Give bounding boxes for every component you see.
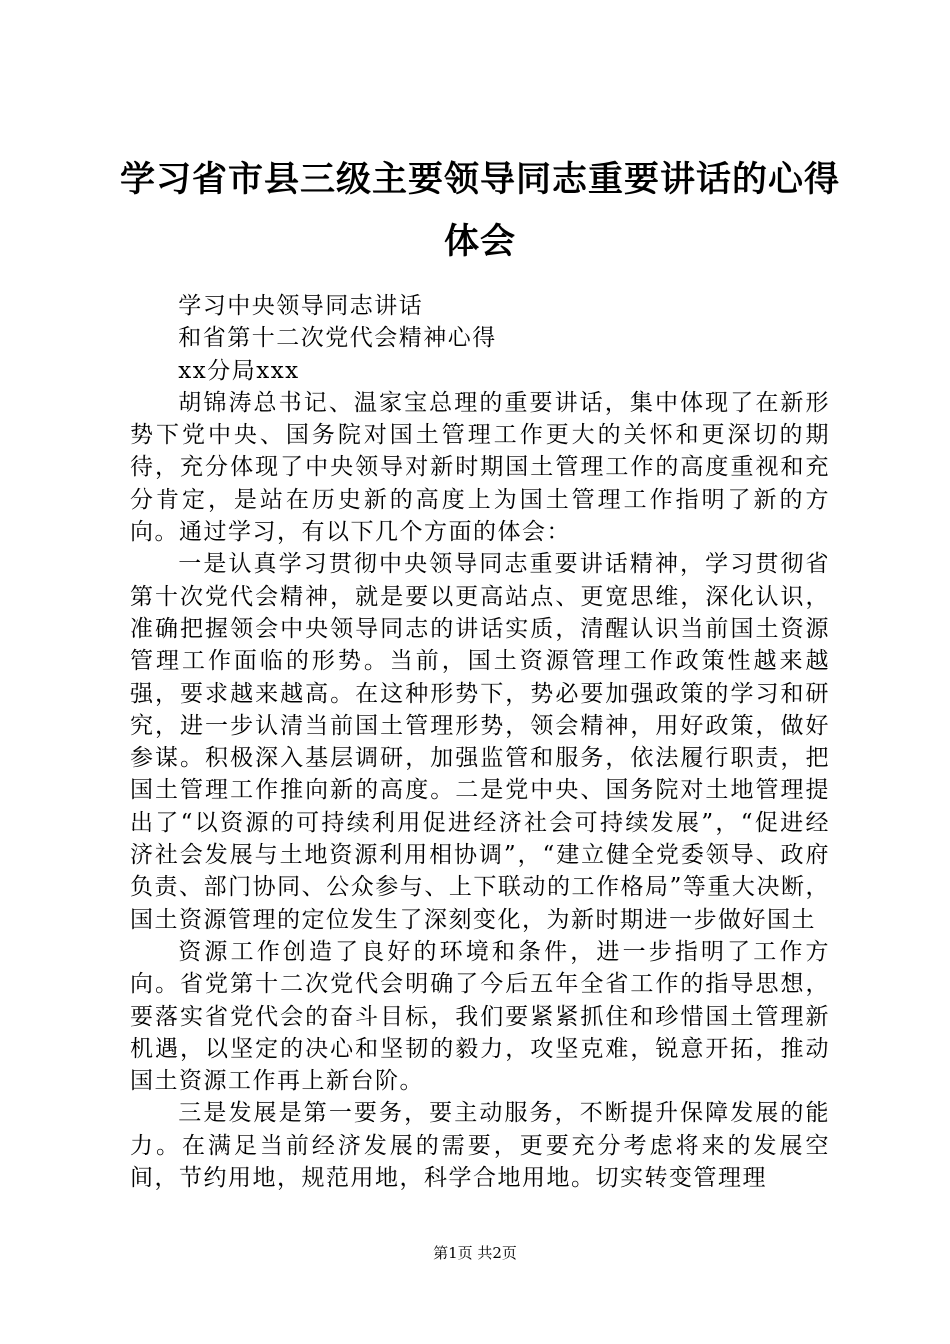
author-line: xx分局xxx [178, 357, 300, 384]
subtitle-line-1: 学习中央领导同志讲话 [178, 293, 424, 319]
page-number-footer: 第1页 共2页 [433, 1244, 517, 1262]
document-title-line-1: 学习省市县三级主要领导同志重要讲话的心得 [119, 160, 840, 200]
body-paragraph: 胡锦涛总书记、温家宝总理的重要讲话，集中体现了在新形势下党中央、国务院对国土管理工作更大的关怀和更深切的期待，充分体现了中央领导对新时期国土管理工作的高度重视和充分肯定，是站在历史新的高度上为国土管理工作指明了新的方向。通过学习，有以下几个方面的体会： [130, 389, 830, 546]
body-paragraph: 一是认真学习贯彻中央领导同志重要讲话精神，学习贯彻省第十次党代会精神，就是要以更高站点、更宽思维，深化认识，准确把握领会中央领导同志的讲话实质，清醒认识当前国土资源管理工作面临的形势。当前，国土资源管理工作政策性越来越强，要求越来越高。在这种形势下，势必要加强政策的学习和研究，进一步认清当前国土管理形势，领会精神，用好政策，做好参谋。积极深入基层调研，加强监管和服务，依法履行职责，把国土管理工作推向新的高度。二是党中央、国务院对土地管理提出了“以资源的可持续利用促进经济社会可持续发展”，“促进经济社会发展与土地资源利用相协调”，“建立健全党委领导、政府负责、部门协同、公众参与、上下联动的工作格局”等重大决断，国土资源管理的定位发生了深刻变化，为新时期进一步做好国土 [130, 551, 830, 933]
document-body [130, 290, 830, 1194]
document-title-line-2: 体会 [443, 222, 516, 262]
body-paragraph: 三是发展是第一要务，要主动服务，不断提升保障发展的能力。在满足当前经济发展的需要，更要充分考虑将来的发展空间，节约用地，规范用地，科学合地用地。切实转变管理理 [130, 1100, 830, 1192]
body-paragraph: 资源工作创造了良好的环境和条件，进一步指明了工作方向。省党第十二次党代会明确了今后五年全省工作的指导思想，要落实省党代会的奋斗目标，我们要紧紧抓住和珍惜国土管理新机遇，以坚定的决心和坚韧的毅力，攻坚克难，锐意开拓，推动国土资源工作再上新台阶。 [130, 938, 830, 1095]
subtitle-line-2: 和省第十二次党代会精神心得 [178, 325, 497, 352]
